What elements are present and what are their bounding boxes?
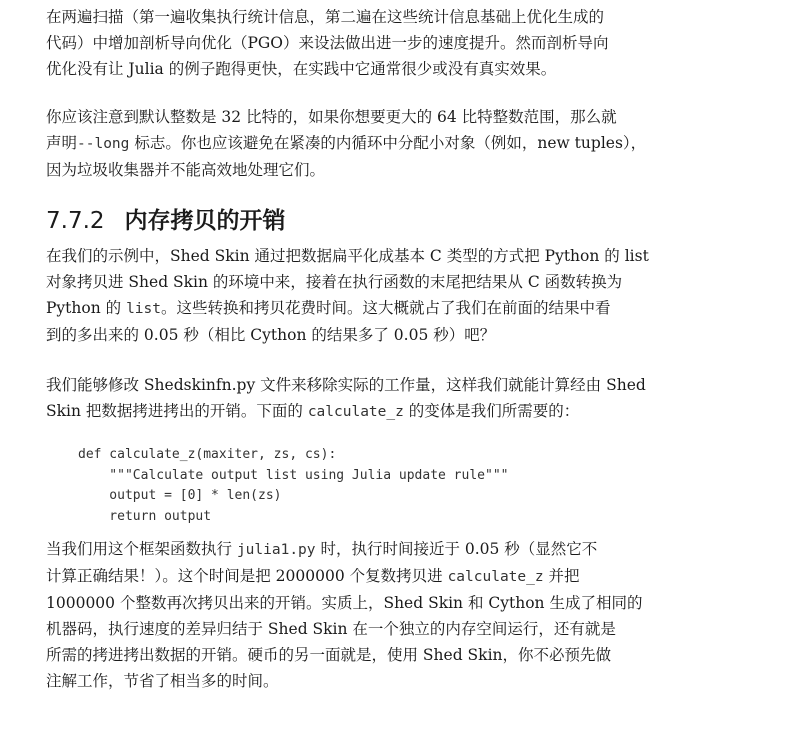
inline-code-calculate-z: calculate_z: [307, 404, 404, 420]
code-line: """Calculate output list using Julia update rule""": [78, 467, 509, 483]
text-fragment: 。这些转换和拷贝花费时间。这大概就占了我们在前面的结果中看: [161, 299, 611, 317]
paragraph-modify-file: [46, 372, 646, 425]
text-line: [46, 536, 642, 563]
paragraph-copy-cost: [46, 243, 649, 348]
text-line: 优化没有让 Julia 的例子跑得更快，在实践中它通常很少或没有真实效果。: [46, 60, 557, 78]
inline-code-calculate-z: calculate_z: [447, 569, 544, 585]
paragraph-results: [46, 536, 642, 694]
text-fragment: 计算正确结果！）。这个时间是把 2000000 个复数拷贝进: [46, 567, 448, 585]
text-fragment: Skin 把数据拷进拷出的开销。下面的: [46, 402, 308, 420]
text-line: 到的多出来的 0.05 秒（相比 Cython 的结果多了 0.05 秒）吧？: [46, 326, 496, 344]
code-line: output = [0] * len(zs): [78, 488, 282, 503]
text-fragment: 当我们用这个框架函数执行: [46, 540, 237, 558]
inline-code-list: list: [126, 301, 161, 317]
code-block: [78, 445, 508, 527]
text-line: 因为垃圾收集器并不能高效地处理它们。: [46, 161, 326, 179]
text-fragment: 的变体是我们所需要的：: [403, 402, 580, 420]
text-fragment: 标志。你也应该避免在紧凑的内循环中分配小对象（例如，new tuples），: [129, 134, 647, 152]
text-fragment: 声明: [46, 134, 78, 152]
text-line: 对象拷贝进 Shed Skin 的环境中来，接着在执行函数的末尾把结果从 C 函数转换为: [46, 273, 623, 291]
text-line: [46, 295, 649, 322]
text-line: 你应该注意到默认整数是 32 比特的，如果你想要更大的 64 比特整数范围，那么就: [46, 108, 617, 126]
text-fragment: Python 的: [46, 299, 127, 317]
text-fragment: 并把: [543, 567, 580, 585]
section-title: 内存拷贝的开销: [124, 208, 286, 234]
paragraph-pgo: [46, 4, 609, 82]
text-line: [46, 130, 646, 157]
section-heading: [46, 202, 286, 235]
text-line: 注解工作，节省了相当多的时间。: [46, 672, 279, 690]
text-line: 在我们的示例中，Shed Skin 通过把数据扁平化成基本 C 类型的方式把 Python 的 list: [46, 247, 649, 265]
section-number: 7.7.2: [46, 208, 105, 234]
text-line: 在两遍扫描（第一遍收集执行统计信息，第二遍在这些统计信息基础上优化生成的: [46, 8, 605, 26]
text-line: 1000000 个整数再次拷贝出来的开销。实质上，Shed Skin 和 Cython 生成了相同的: [46, 594, 643, 612]
text-line: 代码）中增加剖析导向优化（PGO）来设法做出进一步的速度提升。然而剖析导向: [46, 34, 609, 52]
text-line: 所需的拷进拷出数据的开销。硬币的另一面就是，使用 Shed Skin，你不必预先做: [46, 646, 612, 664]
text-line: [46, 563, 642, 590]
text-line: 机器码，执行速度的差异归结于 Shed Skin 在一个独立的内存空间运行，还有就是: [46, 620, 616, 638]
inline-code-julia1: julia1.py: [236, 542, 316, 558]
text-fragment: 时，执行时间接近于 0.05 秒（显然它不: [315, 540, 598, 558]
paragraph-integers: [46, 104, 646, 183]
text-line: 我们能够修改 Shedskinfn.py 文件来移除实际的工作量，这样我们就能计算经由 Shed: [46, 376, 646, 394]
code-line: def calculate_z(maxiter, zs, cs):: [78, 447, 337, 462]
text-line: [46, 398, 646, 425]
inline-code-long-flag: --long: [77, 136, 130, 152]
code-line: return output: [78, 508, 212, 524]
